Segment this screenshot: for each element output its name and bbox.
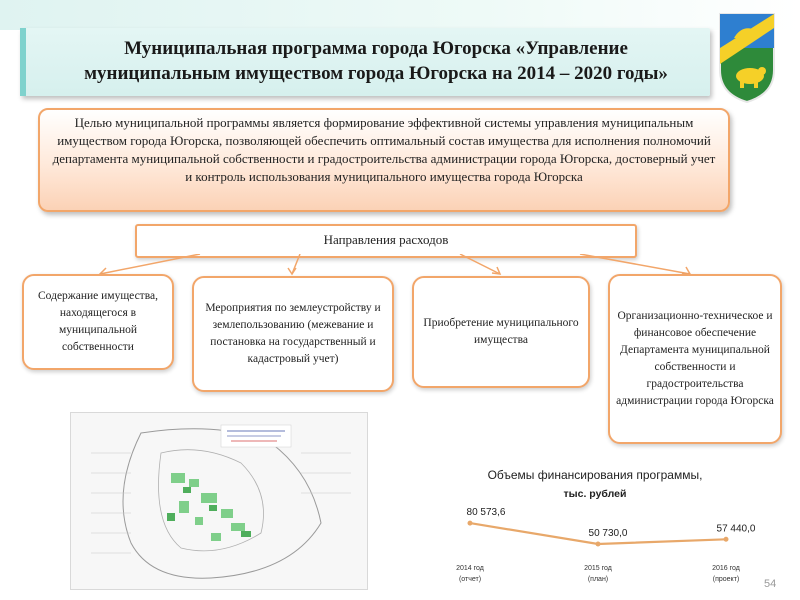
data-label: 80 573,6 [466,507,506,519]
direction-item-label: Содержание имущества, находящегося в муниципальной собственности [38,290,158,353]
data-label: 57 440,0 [716,523,756,535]
x-tick-label: 2015 год [584,565,612,572]
page-number: 54 [764,578,777,590]
top-band [0,0,800,30]
x-tick-label: 2014 год [456,565,484,572]
data-point [724,537,729,542]
goal-text: Целью муниципальной программы является формирование эффективной системы управления муниципальным имуществом города Югорска, позволяющей обеспечить оптимальный состав имущества для исполнения полномочий департамента муниципальной собственности и градостроительства администрации города Югорска, достоверный учет и контроль использования муниципального имущества города Югорска [52,115,716,184]
title-banner [20,28,710,96]
page-title-line-2: муниципальным имуществом города Югорска на 2014 – 2020 годы» [84,63,668,84]
page-title [26,36,726,86]
directions-header [135,224,637,258]
chart-subtitle: тыс. рублей [563,488,627,500]
x-tick-label: (проект) [712,576,740,583]
x-tick-label: 2016 год [712,565,740,572]
financing-chart [420,500,780,600]
data-point [468,521,473,526]
x-tick-label: (план) [587,576,609,583]
goal-box [38,108,730,212]
direction-item-label: Мероприятия по землеустройству и землепользованию (межевание и постановка на государственный и кадастровый учет) [205,302,381,365]
direction-item-maintenance [22,274,174,370]
page-title-line-1: Муниципальная программа города Югорска «Управление [124,38,628,59]
x-tick-label: (отчет) [458,576,482,583]
chart-title: Объемы финансирования программы, [487,468,703,482]
coat-of-arms-icon [712,8,782,104]
direction-item-label: Организационно-техническое и финансовое обеспечение Департамента муниципальной собственности и градостроительства администрации города Югорска [616,310,774,407]
city-plan-map [70,412,368,590]
direction-item-label: Приобретение муниципального имущества [423,317,579,346]
direction-item-organizational-support [608,274,782,444]
directions-title: Направления расходов [323,232,449,247]
data-point [596,541,601,546]
data-label: 50 730,0 [588,527,628,539]
direction-item-acquisition [412,276,590,388]
direction-item-land-management [192,276,394,392]
